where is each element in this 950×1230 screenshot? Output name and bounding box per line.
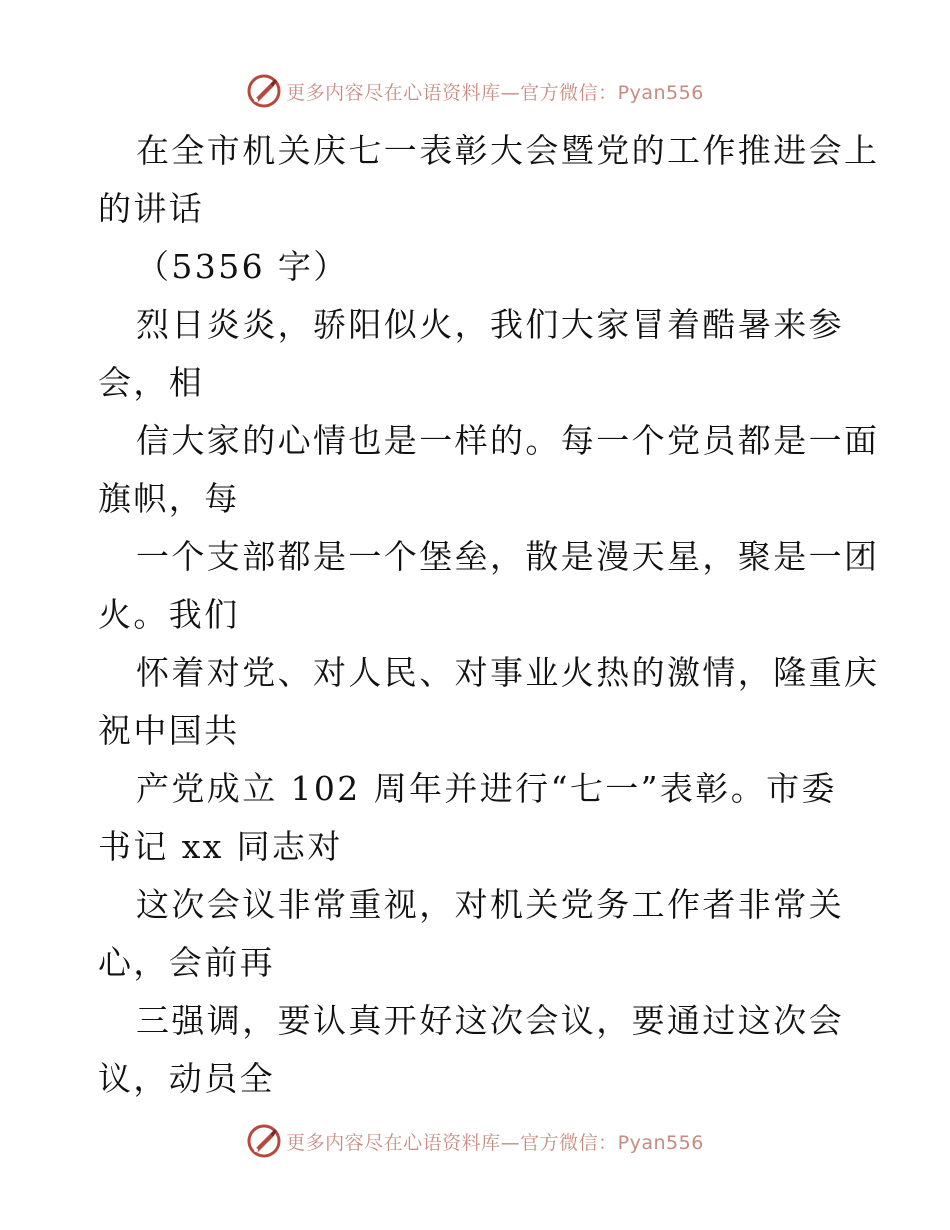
watermark-footer	[0, 1121, 950, 1161]
paragraph-line: 祝中国共	[98, 711, 240, 750]
title-line-1: 在全市机关庆七一表彰大会暨党的工作推进会上	[136, 131, 880, 170]
pen-logo-icon	[246, 1123, 282, 1159]
watermark-text: 更多内容尽在心语资料库—官方微信：Pyan556	[286, 1131, 704, 1154]
paragraph-line: 怀着对党、对人民、对事业火热的激情，隆重庆	[136, 653, 880, 692]
paragraph-line: 会，相	[98, 363, 205, 402]
paragraph-line: 一个支部都是一个堡垒，散是漫天星，聚是一团	[136, 537, 880, 576]
paragraph-line: 这次会议非常重视，对机关党务工作者非常关	[136, 885, 844, 924]
paragraph-line: 三强调，要认真开好这次会议，要通过这次会	[136, 1001, 844, 1040]
watermark-header	[0, 71, 950, 111]
paragraph-line: 烈日炎炎，骄阳似火，我们大家冒着酷暑来参	[136, 305, 844, 344]
paragraph-line: 议，动员全	[98, 1059, 275, 1098]
paragraph-line: 旗帜，每	[98, 479, 240, 518]
paragraph-line: 火。我们	[98, 595, 240, 634]
title-line-2: 的讲话	[98, 189, 205, 228]
paragraph-line: 产党成立 102 周年并进行“七一”表彰。市委	[136, 769, 837, 808]
paragraph-line: 心，会前再	[98, 943, 275, 982]
word-count: （5356 字）	[136, 247, 349, 286]
paragraph-line: 信大家的心情也是一样的。每一个党员都是一面	[136, 421, 880, 460]
paragraph-line: 书记 xx 同志对	[98, 827, 343, 866]
document-body	[98, 122, 880, 1108]
pen-logo-icon	[246, 73, 282, 109]
watermark-text: 更多内容尽在心语资料库—官方微信：Pyan556	[286, 81, 704, 104]
